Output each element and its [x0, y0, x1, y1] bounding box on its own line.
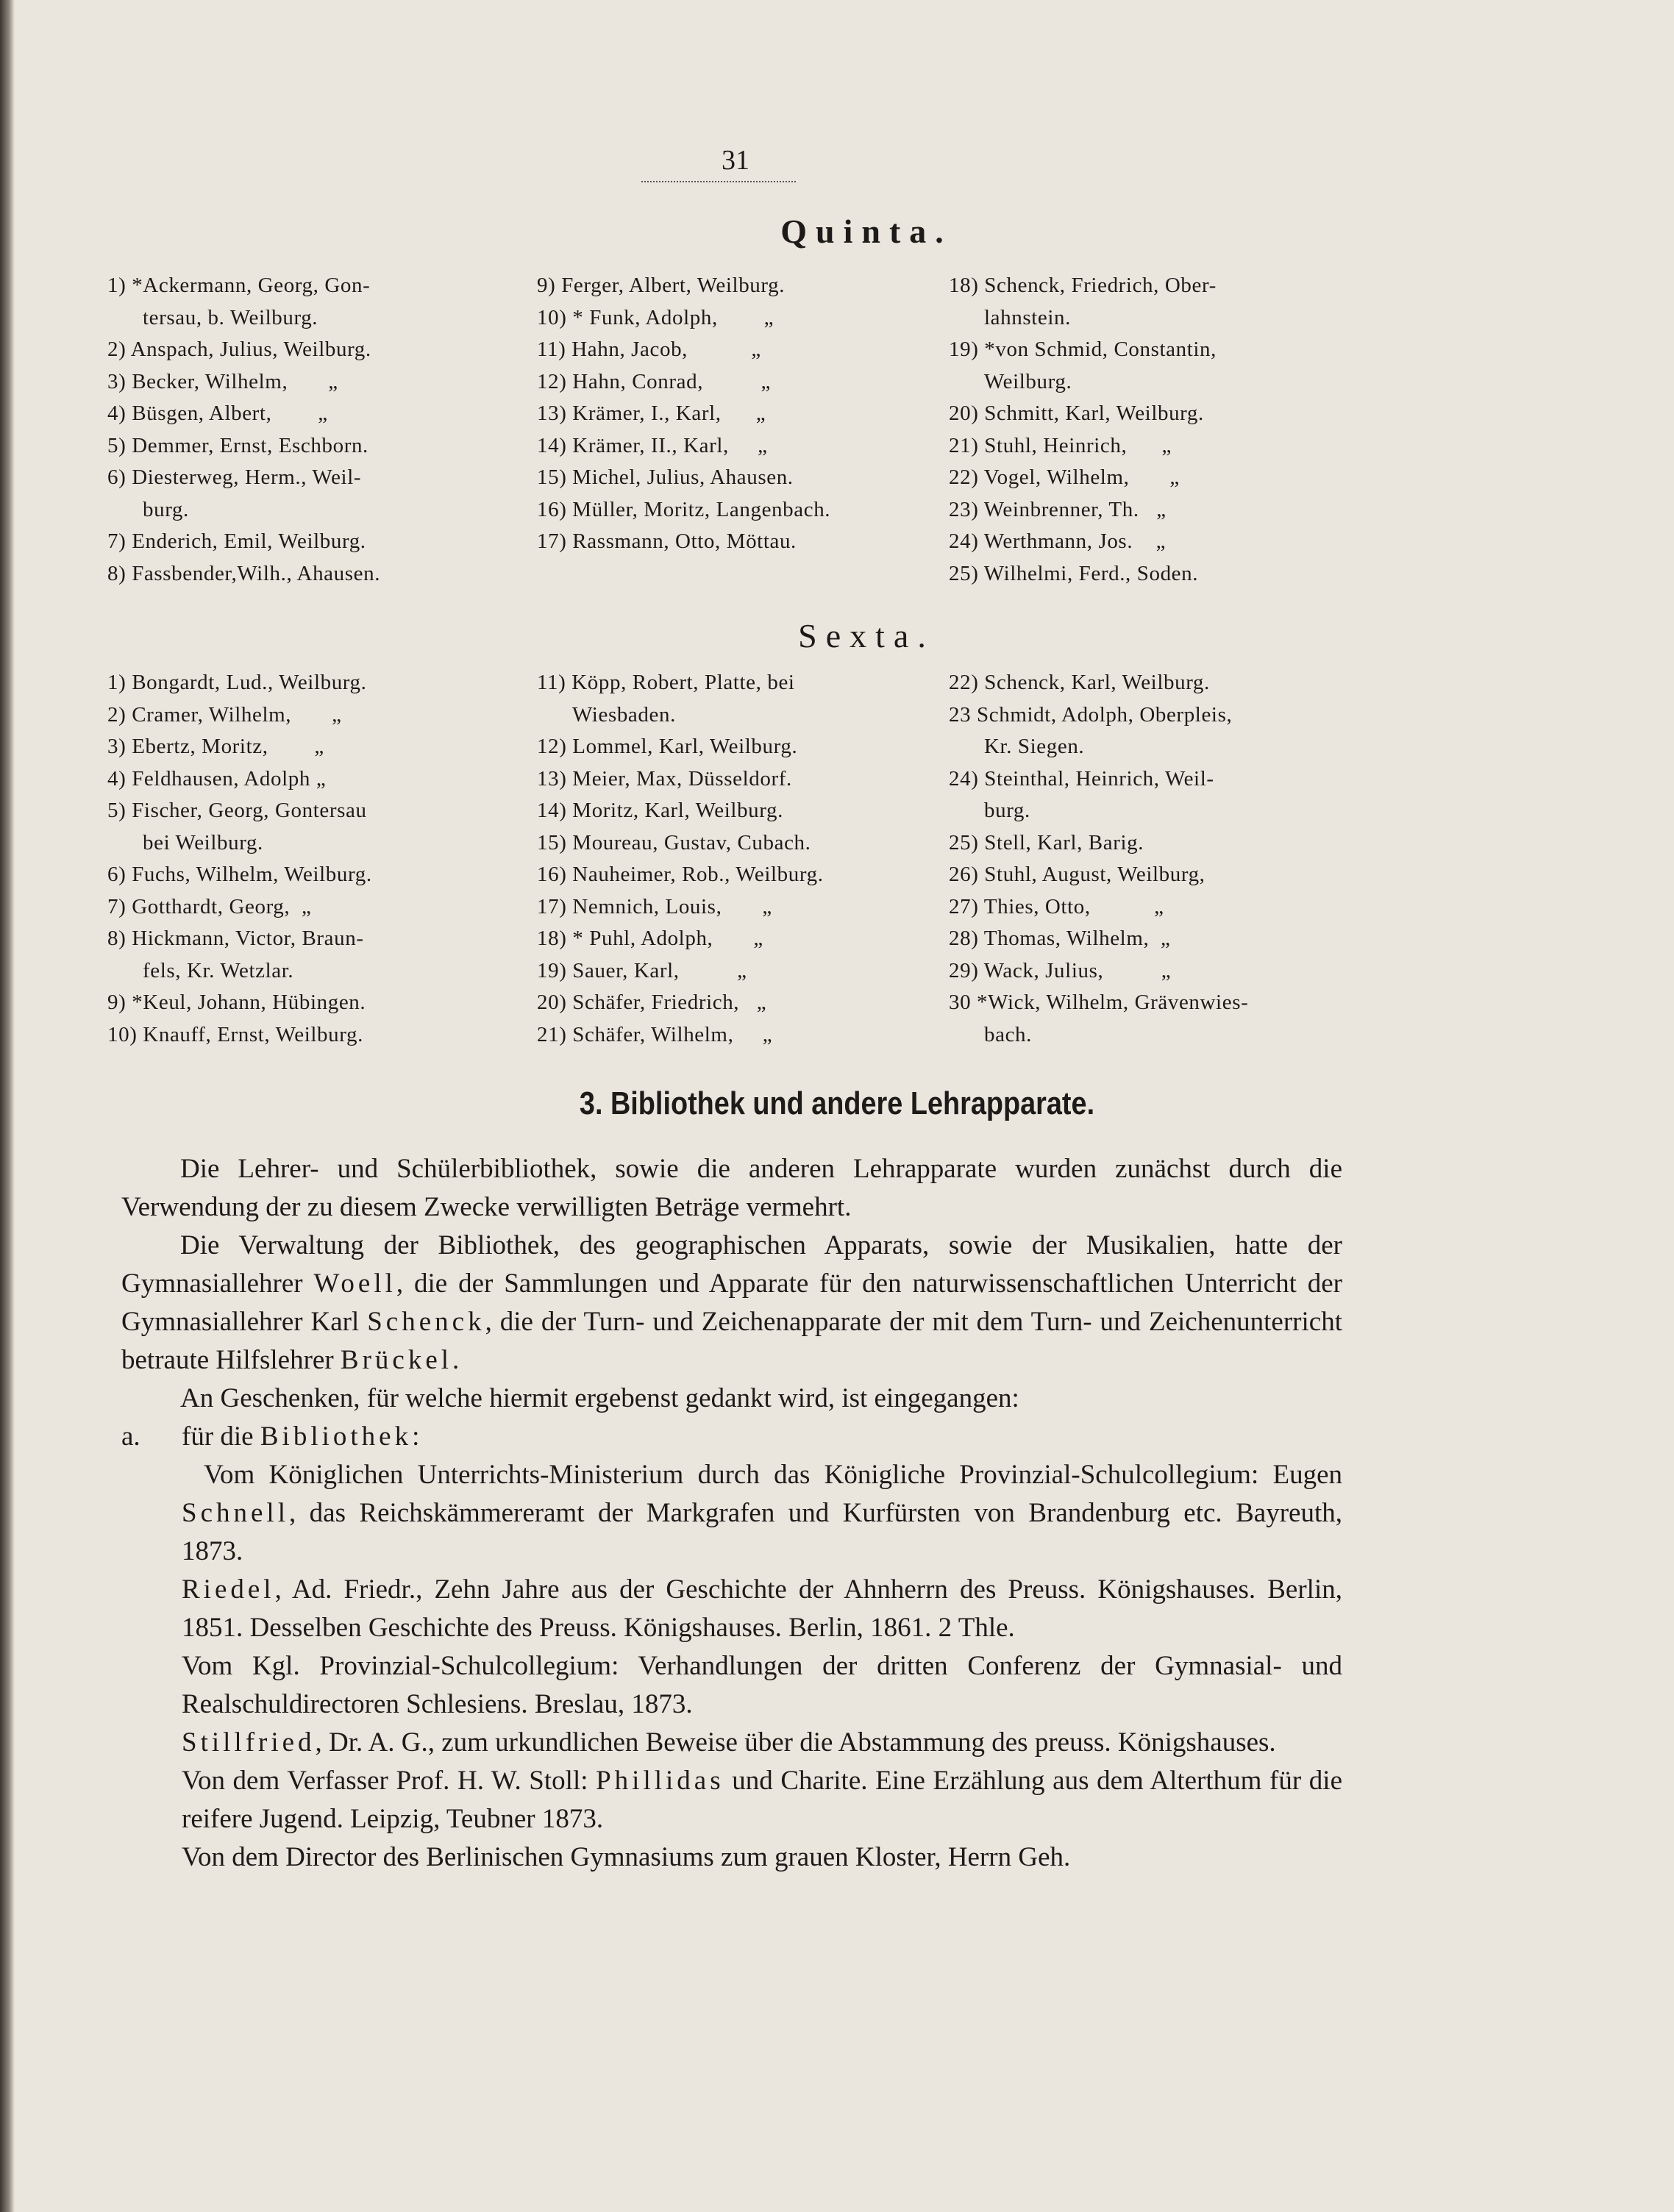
list-item: 4) Feldhausen, Adolph „: [107, 766, 327, 791]
list-item: 25) Stell, Karl, Barig.: [949, 830, 1144, 855]
quinta-column-1: [107, 270, 505, 590]
list-item: fels, Kr. Wetzlar.: [143, 958, 294, 982]
list-item: 13) Krämer, I., Karl, „: [537, 402, 766, 425]
list-item: 1) *Ackermann, Georg, Gon-: [107, 274, 371, 297]
list-item: Weilburg.: [984, 369, 1072, 393]
sexta-column-2: [537, 667, 919, 1051]
paragraph: [182, 1724, 1342, 1762]
list-item: bei Weilburg.: [143, 830, 263, 855]
list-item: 22) Vogel, Wilhelm, „: [949, 465, 1180, 489]
list-item: 15) Moureau, Gustav, Cubach.: [537, 830, 811, 855]
list-item: 24) Werthmann, Jos. „: [949, 529, 1167, 553]
list-item: 19) Sauer, Karl, „: [537, 958, 747, 982]
quinta-column-3: [949, 270, 1361, 590]
text-run: , die der Turn- und Zeichenapparate der mit dem Turn- und Zeichenunterricht betraute Hilfslehrer: [121, 1307, 1342, 1375]
text-run: und Charite. Eine Erzählung aus dem Alterthum für die reifere Jugend. Leipzig, Teubner 1873.: [182, 1766, 1342, 1834]
text-run: , Dr. A. G., zum urkundlichen Beweise über die Abstammung des preuss. Königshauses.: [315, 1727, 1276, 1758]
list-item: 1) Bongardt, Lud., Weilburg.: [107, 671, 367, 694]
list-item: 10) * Funk, Adolph, „: [537, 305, 774, 329]
spaced-name: Schnell: [182, 1498, 289, 1528]
list-item: 13) Meier, Max, Düsseldorf.: [537, 766, 792, 791]
list-item: 18) Schenck, Friedrich, Ober-: [949, 274, 1217, 297]
list-item: 16) Nauheimer, Rob., Weilburg.: [537, 863, 824, 886]
list-item: 14) Krämer, II., Karl, „: [537, 433, 768, 457]
text-run: .: [452, 1345, 460, 1375]
list-item: 23 Schmidt, Adolph, Oberpleis,: [949, 702, 1233, 727]
list-item: Kr. Siegen.: [984, 735, 1085, 758]
sexta-heading: Sexta.: [798, 617, 935, 654]
list-item: 14) Moritz, Karl, Weilburg.: [537, 799, 783, 822]
list-item: 18) * Puhl, Adolph, „: [537, 927, 763, 950]
list-item: 28) Thomas, Wilhelm, „: [949, 927, 1171, 950]
list-item: lahnstein.: [984, 305, 1071, 329]
spaced-name: Bibliothek: [260, 1421, 413, 1452]
list-item: 12) Hahn, Conrad, „: [537, 369, 772, 393]
text-run: Von dem Verfasser Prof. H. W. Stoll:: [182, 1766, 596, 1796]
paragraph: [182, 1762, 1342, 1838]
paragraph: An Geschenken, für welche hiermit ergebenst gedankt wird, ist eingegangen:: [180, 1383, 1019, 1413]
text-run: Vom Königlichen Unterrichts-Ministerium durch das Königliche Provinzial-Schulcollegium: Eugen: [204, 1460, 1342, 1490]
list-item: 2) Anspach, Julius, Weilburg.: [107, 338, 371, 361]
list-item: 11) Köpp, Robert, Platte, bei: [537, 671, 795, 694]
list-item: 30 *Wick, Wilhelm, Grävenwies-: [949, 991, 1249, 1014]
paragraph: [182, 1571, 1342, 1647]
list-item: 8) Fassbender,Wilh., Ahausen.: [107, 561, 381, 585]
list-item: 20) Schmitt, Karl, Weilburg.: [949, 402, 1204, 425]
list-item: 6) Fuchs, Wilhelm, Weilburg.: [107, 863, 372, 886]
list-item: bach.: [984, 1022, 1032, 1046]
list-item: 25) Wilhelmi, Ferd., Soden.: [949, 561, 1199, 585]
list-item: 9) *Keul, Johann, Hübingen.: [107, 991, 366, 1014]
list-item: 5) Demmer, Ernst, Eschborn.: [107, 433, 368, 457]
text-run: für die: [182, 1421, 260, 1452]
library-text: [121, 1150, 1342, 1877]
list-item: burg.: [143, 497, 189, 521]
text-run: , Ad. Friedr., Zehn Jahre aus der Geschichte der Ahnherrn des Preuss. Königshauses. Berlin, 1851. Desselben Geschichte des Preuss. Königshauses. Berlin, 1861. 2 Thle.: [182, 1574, 1342, 1643]
list-item: 11) Hahn, Jacob, „: [537, 338, 761, 361]
spaced-name: Brückel: [340, 1345, 453, 1375]
list-item: 17) Nemnich, Louis, „: [537, 894, 772, 918]
list-item: 22) Schenck, Karl, Weilburg.: [949, 671, 1210, 694]
list-item: 21) Stuhl, Heinrich, „: [949, 433, 1172, 457]
spaced-name: Stillfried: [182, 1727, 316, 1758]
list-item: 21) Schäfer, Wilhelm, „: [537, 1022, 773, 1046]
paragraph: [182, 1456, 1342, 1571]
list-item: 4) Büsgen, Albert, „: [107, 402, 328, 425]
sexta-column-3: [949, 667, 1361, 1051]
list-item: 12) Lommel, Karl, Weilburg.: [537, 735, 798, 758]
list-item: Wiesbaden.: [572, 702, 676, 727]
list-item: 7) Enderich, Emil, Weilburg.: [107, 529, 366, 553]
list-marker: a.: [121, 1421, 140, 1452]
list-item: 23) Weinbrenner, Th. „: [949, 497, 1167, 521]
spaced-name: Riedel: [182, 1574, 275, 1605]
list-item: burg.: [984, 799, 1030, 822]
list-item: 19) *von Schmid, Constantin,: [949, 338, 1217, 361]
list-item: 17) Rassmann, Otto, Möttau.: [537, 529, 797, 553]
quinta-heading: Quinta.: [780, 213, 952, 250]
list-item: 3) Ebertz, Moritz, „: [107, 735, 324, 758]
page-number-ornament: [641, 181, 796, 185]
spaced-name: Woell: [313, 1269, 396, 1299]
list-item: 26) Stuhl, August, Weilburg,: [949, 863, 1205, 886]
list-item: tersau, b. Weilburg.: [143, 305, 318, 329]
list-item: 5) Fischer, Georg, Gontersau: [107, 799, 367, 822]
list-item: 24) Steinthal, Heinrich, Weil-: [949, 766, 1214, 791]
paragraph: [121, 1418, 1342, 1456]
text-run: :: [412, 1421, 420, 1452]
list-item: 7) Gotthardt, Georg, „: [107, 894, 312, 918]
paragraph: Die Lehrer- und Schülerbibliothek, sowie die anderen Lehrapparate wurden zunächst durch die Verwendung der zu diesem Zwecke verwilligten Beträge vermehrt.: [121, 1154, 1342, 1222]
paragraph: Von dem Director des Berlinischen Gymnasiums zum grauen Kloster, Herrn Geh.: [182, 1842, 1071, 1872]
paragraph: [121, 1227, 1342, 1380]
list-item: 15) Michel, Julius, Ahausen.: [537, 465, 794, 489]
list-item: 2) Cramer, Wilhelm, „: [107, 702, 342, 727]
list-item: 27) Thies, Otto, „: [949, 894, 1164, 918]
list-item: 16) Müller, Moritz, Langenbach.: [537, 497, 831, 521]
text-run: , das Reichskämmereramt der Markgrafen und Kurfürsten von Brandenburg etc. Bayreuth, 1873.: [182, 1498, 1342, 1566]
spaced-name: Phillidas: [596, 1766, 724, 1796]
spaced-name: Schenck: [367, 1307, 485, 1337]
page-number: 31: [722, 145, 749, 176]
gift-list: [121, 1418, 1342, 1877]
list-item: 6) Diesterweg, Herm., Weil-: [107, 465, 362, 489]
list-item: 20) Schäfer, Friedrich, „: [537, 991, 767, 1014]
text-run: , die der Sammlungen und Apparate für den naturwissenschaftlichen Unterricht der Gymnasiallehrer Karl: [121, 1269, 1342, 1337]
sexta-column-1: [107, 667, 505, 1051]
quinta-column-2: [537, 270, 919, 558]
library-heading: 3. Bibliothek und andere Lehrapparate.: [579, 1085, 1095, 1121]
list-item: 10) Knauff, Ernst, Weilburg.: [107, 1022, 363, 1046]
text-run: Die Verwaltung der Bibliothek, des geographischen Apparats, sowie der Musikalien, hatte der Gymnasiallehrer: [121, 1230, 1342, 1299]
list-item: 8) Hickmann, Victor, Braun-: [107, 927, 364, 950]
paragraph: Vom Kgl. Provinzial-Schulcollegium: Verhandlungen der dritten Conferenz der Gymnasial- und Realschuldirectoren Schlesiens. Breslau, 1873.: [182, 1651, 1342, 1719]
list-item: 3) Becker, Wilhelm, „: [107, 369, 338, 393]
list-item: 9) Ferger, Albert, Weilburg.: [537, 274, 786, 297]
list-item: 29) Wack, Julius, „: [949, 958, 1172, 982]
